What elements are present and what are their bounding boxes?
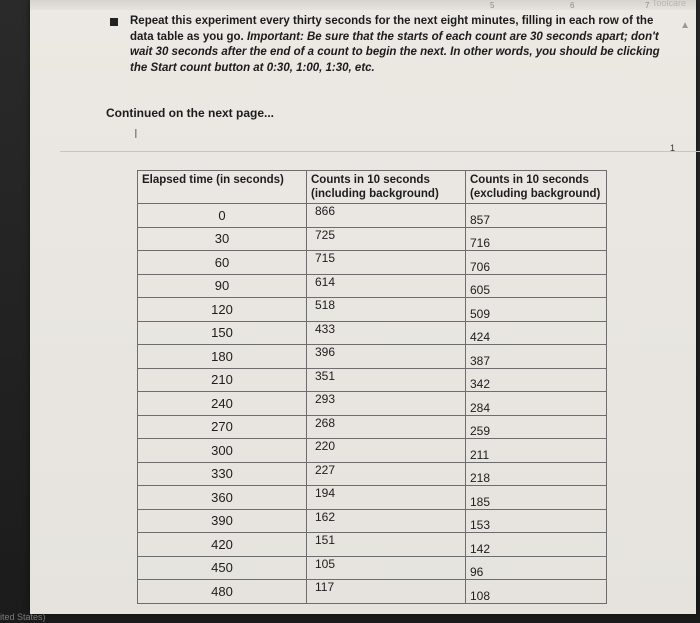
cell-count-including: 725 xyxy=(307,227,466,251)
ruler-mark: 7 xyxy=(645,1,650,10)
cell-elapsed-time: 180 xyxy=(138,345,307,369)
cell-elapsed-time: 300 xyxy=(138,439,307,463)
header-excluding-background: Counts in 10 seconds (excluding background) xyxy=(466,171,607,204)
cell-count-excluding: 211 xyxy=(466,439,607,463)
page-break-line xyxy=(60,151,700,152)
instruction-text-important: Important: Be sure that the starts of each count are 30 seconds apart; don't wait 30 seconds after the end of a count to begin the next. In other words, you should be clicking the Start count button at 0:30, 1:00, 1:30, etc. xyxy=(130,30,660,74)
table-row xyxy=(138,415,607,439)
table-row xyxy=(138,486,607,510)
square-bullet-icon xyxy=(110,18,118,26)
table-row xyxy=(138,556,607,580)
document-page xyxy=(30,0,696,614)
page-number: 1 xyxy=(670,143,676,153)
table-row xyxy=(138,298,607,322)
ruler-mark: 5 xyxy=(490,1,495,10)
cell-elapsed-time: 60 xyxy=(138,251,307,275)
cell-count-including: 268 xyxy=(307,415,466,439)
cell-count-excluding: 857 xyxy=(466,204,607,228)
cell-elapsed-time: 480 xyxy=(138,580,307,604)
cell-count-including: 105 xyxy=(307,556,466,580)
corner-label: Toolcare xyxy=(651,0,686,8)
table-row xyxy=(138,204,607,228)
table-row xyxy=(138,392,607,416)
table-row xyxy=(138,509,607,533)
cell-count-excluding: 342 xyxy=(466,368,607,392)
scroll-up-icon[interactable]: ▲ xyxy=(680,20,690,31)
cell-count-including: 117 xyxy=(307,580,466,604)
cell-count-excluding: 142 xyxy=(466,533,607,557)
cell-count-excluding: 716 xyxy=(466,227,607,251)
cell-count-excluding: 153 xyxy=(466,509,607,533)
cell-elapsed-time: 390 xyxy=(138,509,307,533)
status-side-label: ited States) xyxy=(0,612,46,622)
cell-count-including: 518 xyxy=(307,298,466,322)
cell-elapsed-time: 330 xyxy=(138,462,307,486)
cell-count-excluding: 108 xyxy=(466,580,607,604)
table-row xyxy=(138,462,607,486)
cell-count-excluding: 706 xyxy=(466,251,607,275)
instruction-bullet xyxy=(110,14,670,76)
cell-count-excluding: 218 xyxy=(466,462,607,486)
header-including-background: Counts in 10 seconds (including background) xyxy=(307,171,466,204)
cell-count-including: 151 xyxy=(307,533,466,557)
cell-elapsed-time: 150 xyxy=(138,321,307,345)
cell-count-including: 194 xyxy=(307,486,466,510)
cell-elapsed-time: 30 xyxy=(138,227,307,251)
continued-note: Continued on the next page... xyxy=(106,106,274,120)
table-body xyxy=(138,204,607,604)
cell-count-including: 396 xyxy=(307,345,466,369)
table-row xyxy=(138,368,607,392)
cell-elapsed-time: 420 xyxy=(138,533,307,557)
cell-elapsed-time: 0 xyxy=(138,204,307,228)
cell-count-including: 220 xyxy=(307,439,466,463)
table-row xyxy=(138,227,607,251)
cell-count-including: 715 xyxy=(307,251,466,275)
cell-count-including: 351 xyxy=(307,368,466,392)
table-header-row xyxy=(138,171,607,204)
table-row xyxy=(138,251,607,275)
ruler-mark: 6 xyxy=(570,1,575,10)
cell-count-excluding: 259 xyxy=(466,415,607,439)
cell-count-excluding: 96 xyxy=(466,556,607,580)
ruler xyxy=(30,0,696,10)
cell-count-excluding: 185 xyxy=(466,486,607,510)
data-table xyxy=(137,170,607,604)
cell-elapsed-time: 90 xyxy=(138,274,307,298)
cell-count-including: 293 xyxy=(307,392,466,416)
table-row xyxy=(138,580,607,604)
cell-elapsed-time: 270 xyxy=(138,415,307,439)
table-row xyxy=(138,345,607,369)
cell-elapsed-time: 240 xyxy=(138,392,307,416)
cell-count-excluding: 509 xyxy=(466,298,607,322)
cell-elapsed-time: 360 xyxy=(138,486,307,510)
cell-count-including: 614 xyxy=(307,274,466,298)
cell-count-excluding: 605 xyxy=(466,274,607,298)
text-cursor-icon: I xyxy=(134,126,138,141)
instruction-text xyxy=(130,14,670,76)
cell-count-including: 433 xyxy=(307,321,466,345)
cell-count-excluding: 284 xyxy=(466,392,607,416)
cell-elapsed-time: 450 xyxy=(138,556,307,580)
cell-count-including: 866 xyxy=(307,204,466,228)
table-row xyxy=(138,321,607,345)
table-row xyxy=(138,439,607,463)
cell-count-including: 227 xyxy=(307,462,466,486)
cell-elapsed-time: 210 xyxy=(138,368,307,392)
header-elapsed-time: Elapsed time (in seconds) xyxy=(138,171,307,204)
cell-count-including: 162 xyxy=(307,509,466,533)
instruction-text-main: Repeat this experiment every thirty seconds for the next eight minutes, filling in each row of the data table as you go. xyxy=(130,15,654,43)
cell-elapsed-time: 120 xyxy=(138,298,307,322)
table-row xyxy=(138,274,607,298)
cell-count-excluding: 424 xyxy=(466,321,607,345)
table-row xyxy=(138,533,607,557)
cell-count-excluding: 387 xyxy=(466,345,607,369)
